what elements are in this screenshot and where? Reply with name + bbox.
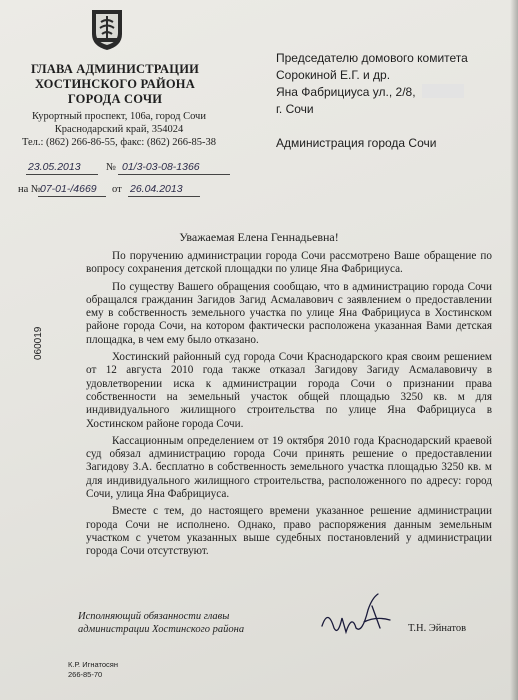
recipient-line: Сорокиной Е.Г. и др. xyxy=(276,68,391,82)
position-line: администрации Хостинского района xyxy=(78,624,245,635)
reference-date: 26.04.2013 xyxy=(130,183,183,195)
executor-name: К.Р. Игнатосян xyxy=(68,660,118,669)
recipient-line xyxy=(276,84,511,101)
underline xyxy=(26,174,98,175)
registration-no-label: № xyxy=(106,162,117,173)
issuer-address xyxy=(14,110,224,149)
executor-phone: 266-85-70 xyxy=(68,670,103,679)
signatory-name: Т.Н. Эйнатов xyxy=(408,623,467,634)
issuer-title-line: ГОРОДА СОЧИ xyxy=(67,92,163,106)
recipient-line: г. Сочи xyxy=(276,102,314,116)
signatory-position xyxy=(78,610,244,636)
address-line: Курортный проспект, 106а, город Сочи xyxy=(32,111,206,122)
underline xyxy=(128,196,200,197)
body-paragraph: Вместе с тем, до настоящего времени указанное решение администрации города Сочи не исполнено. Однако, право распоряжения данным земельным участком с учетом указанных выше судебных постановлений у администрации города Сочи отсутствуют. xyxy=(86,505,492,558)
recipient-address: Яна Фабрициуса ул., 2/8, xyxy=(276,85,416,99)
issuer-title-line: ГЛАВА АДМИНИСТРАЦИИ xyxy=(30,62,200,76)
registration-line xyxy=(26,161,236,177)
body-paragraph: По существу Вашего обращения сообщаю, что в администрацию города Сочи обращался гражданин Загидов Загид Асмалавович с заявлением о предоставлении ему в собственность земельного участка по улице Яна Фабрициуса в Хостинском районе города Сочи, на котором фактически расположена указанная Вами детская площадка, в чем ему было отказано. xyxy=(86,280,492,346)
reference-date-label: от xyxy=(112,184,122,195)
underline xyxy=(38,196,106,197)
recipient-organization: Администрация города Сочи xyxy=(276,136,437,150)
handwritten-signature xyxy=(318,588,398,638)
registration-number: 01/3-03-08-1366 xyxy=(122,161,200,173)
address-line: Тел.: (862) 266-86-55, факс: (862) 266-85-38 xyxy=(21,137,217,148)
recipient-block xyxy=(276,50,511,118)
address-line: Краснодарский край, 354024 xyxy=(54,124,184,135)
body-paragraph: Кассационным определением от 19 октября 2010 года Краснодарский краевой суд обязал администрацию города Сочи принять решение о предоставлении Загидову З.А. бесплатно в собственность земельного участка площадью 3250 кв. м для индивидуального жилищного строительства, расположенного по адресу: город Сочи, улица Яна Фабрициуса. xyxy=(86,434,492,501)
letter-body xyxy=(86,250,492,563)
position-line: Исполняющий обязанности главы xyxy=(78,611,230,622)
executor-info xyxy=(68,660,118,680)
redacted-area xyxy=(422,84,464,98)
issuer-title-line: ХОСТИНСКОГО РАЙОНА xyxy=(35,77,195,91)
coat-of-arms-emblem xyxy=(90,8,124,52)
reference-line xyxy=(18,183,228,199)
reference-number: 07-01-/4669 xyxy=(40,183,97,195)
recipient-line: Председателю домового комитета xyxy=(276,51,468,65)
body-paragraph: Хостинский районный суд города Сочи Краснодарского края своим решением от 12 августа 2010 года также отказал Загидову Загиду Асмалавовичу в удовлетворении иска к администрации города Сочи о признании права собственности на земельный участок общей площадью 3250 кв. м для индивидуального жилищного строительства по улице Яна Фабрициуса в Хостинском районе города Сочи. xyxy=(86,351,492,430)
issuer-title xyxy=(18,62,212,107)
reference-no-label: на № xyxy=(18,184,41,195)
body-paragraph: По поручению администрации города Сочи рассмотрено Ваше обращение по вопросу сохранения детской площадки по улице Яна Фабрициуса. xyxy=(86,250,492,276)
registration-date: 23.05.2013 xyxy=(28,161,81,173)
side-serial-number: 060019 xyxy=(33,326,44,360)
underline xyxy=(118,174,230,175)
salutation: Уважаемая Елена Геннадьевна! xyxy=(179,230,339,244)
